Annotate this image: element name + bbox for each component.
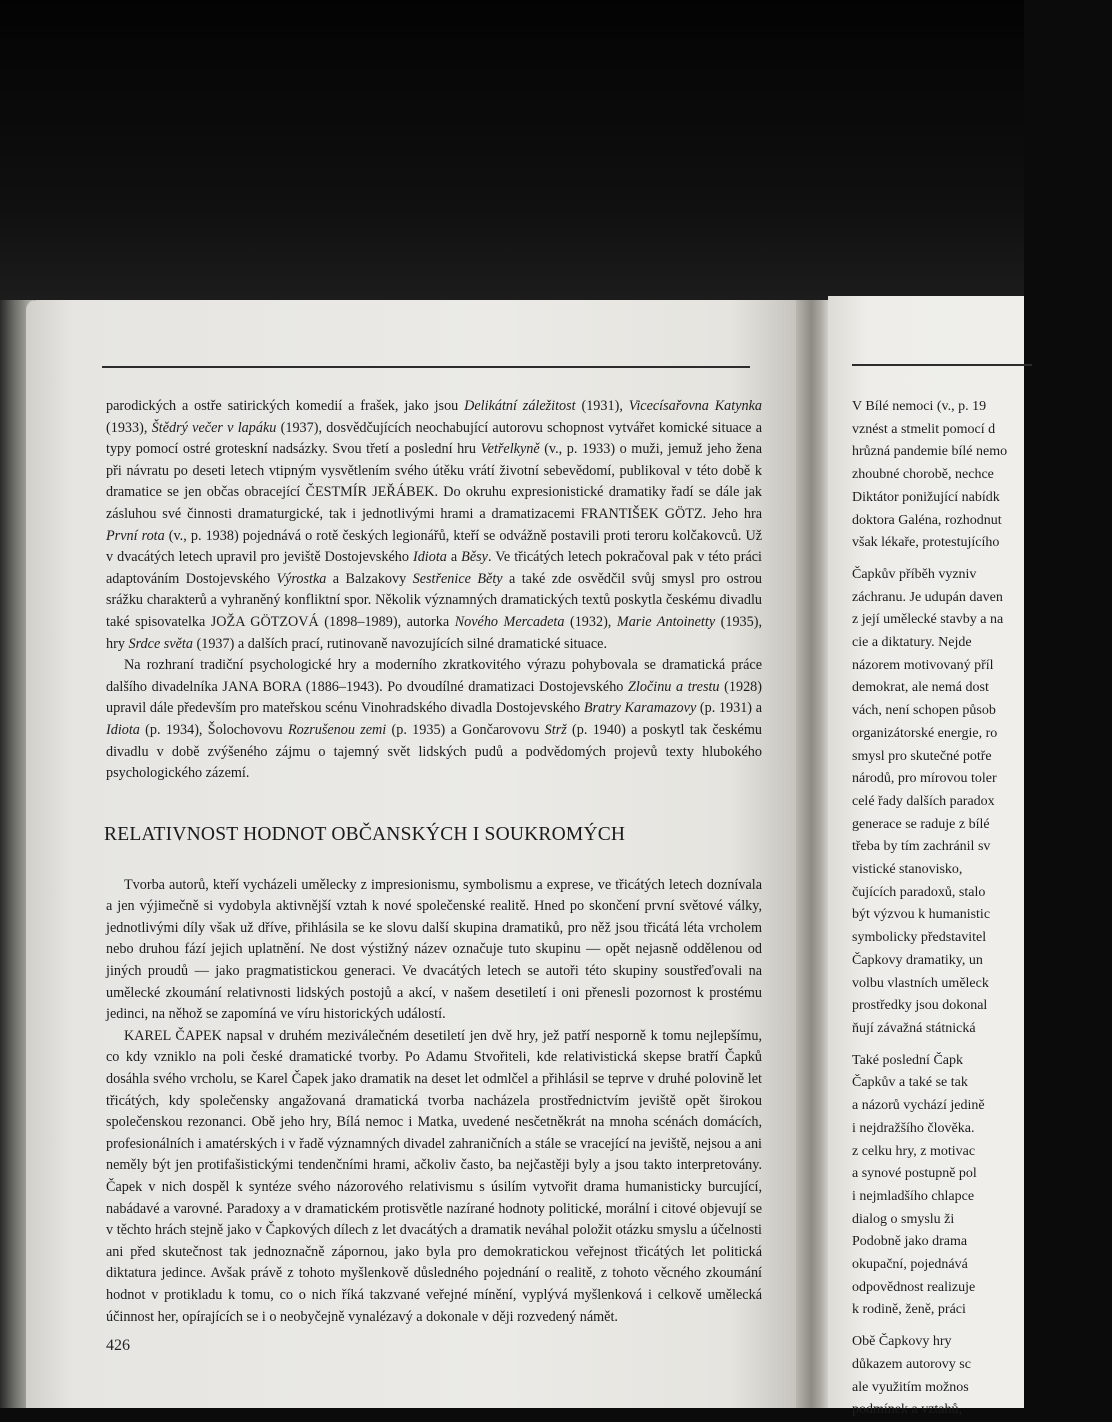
- italic-title: Štědrý večer v lapáku: [151, 419, 277, 436]
- text-line: celé řady dalších paradox: [852, 793, 995, 809]
- italic-title: Delikátní záležitost: [464, 398, 576, 414]
- text-run: KAREL ČAPEK napsal v druhém meziválečném desetiletí jen dvě hry, jež patří nesporně k tomu nejlepšímu, co kdy vzniklo na poli české dramatické tvorby. Po Adamu Stvořiteli, kde relativistická skepse bratří Čapků dosáhla svého vrcholu, se Karel Čapek jako dramatik na deset let odmlčel a přihlásil se teprve v druhé polovině let třicátých, kdy společensky angažovaná dramatická tvorba nacházela prostřednictvím jeviště opět širokou společenskou rezonanci. Obě jeho hry, Bílá nemoc i Matka, uvedené nesčetněkrát na mnoha scénách domácích, profesionálních i amatérských i v řadě významných divadel zahraničních a stále se vracející na jeviště, nejsou a ani neměly být jen protifašistickými tendenčními hrami, ačkoliv často, ba nejčastěji byly a jsou takto interpretovány. Čapek v nich dospěl k syntéze svého názorového relativismu s úsilím vytvořit drama humanisticky burcující, nabádavé a varovné. Paradoxy a v dramatickém protisvětle nazírané hodnoty politické, morální i citové objevují se v těchto hrách stejně jako v Čapkových dílech z let dvacátých a dramatik neváhal položit otázku smyslu a účelnosti ani před skutečnost tak jednoznačně zápornou, jako byla pro demokratickou veřejnost třicátých let politická diktatura jedince. Avšak právě z tohoto myšlenkově důsledného pojednání o realitě, z tohoto věcného zkoumání hodnot v protikladu k tomu, co o nich říká takzvané veřejné mínění, vyplývá myšlenková i celkově umělecká účinnost her, opírajících se i o neobyčejně vynalézavý a dokonale v ději rozvedený námět.: [106, 1027, 762, 1325]
- italic-title: Vicecísařovna Katynka: [628, 398, 762, 414]
- italic-title: Srdce světa: [128, 635, 193, 652]
- italic-title: Marie Antoinetty: [616, 613, 716, 630]
- text-run: . Ve třicátých letech pokračoval pak v této práci adaptováním Dostojevského: [106, 549, 762, 587]
- section-heading: RELATIVNOST HODNOT OBČANSKÝCH I SOUKROMÝCH: [104, 823, 626, 845]
- text-line: generace se raduje z bílé: [852, 816, 990, 832]
- paragraph: [106, 396, 762, 655]
- text-run: (v., p. 1938) pojednává o rotě českých legionářů, kteří se odvážně postavili proti teroru kolčakovců. Už v dvacátých letech upravil pro jeviště Dostojevského: [106, 527, 762, 566]
- text-line: Diktátor ponižující nabídk: [852, 489, 1000, 505]
- paragraph: [106, 655, 762, 785]
- text-line: vách, není schopen působ: [852, 703, 996, 719]
- header-rule: [102, 366, 750, 368]
- text-line: a názorů vychází jedině: [852, 1098, 985, 1114]
- text-line: záchranu. Je udupán daven: [852, 589, 1003, 605]
- text-run: (1933),: [106, 419, 152, 436]
- text-line: ňují závažná státnická: [852, 1020, 976, 1036]
- text-line: i nejdražšího člověka.: [852, 1120, 975, 1136]
- text-line: odpovědnost realizuje: [852, 1279, 976, 1295]
- text-line: volbu vlastních uměleck: [852, 975, 989, 991]
- text-line: Čapkův a také se tak: [852, 1075, 968, 1091]
- text-line: dialog o smyslu ži: [852, 1211, 955, 1227]
- text-run: a: [446, 549, 462, 566]
- text-run: (1935), hry: [106, 613, 763, 652]
- text-run: (1937), dosvědčujících neochabující autorovu schopnost vytvářet komické situace a typy pomocí ostré groteskní nadsázky. Svou třetí a poslední hru: [106, 419, 763, 458]
- text-run: (1932),: [564, 613, 617, 630]
- text-line: organizátorské energie, ro: [852, 725, 998, 741]
- italic-title: Nového Mercadeta: [454, 613, 565, 630]
- italic-title: Sestřenice Běty: [412, 570, 503, 587]
- text-run: (1937) a dalších prací, rutinovaně navozujících silné dramatické situace.: [192, 635, 607, 652]
- text-line: z její umělecké stavby a na: [852, 612, 1004, 628]
- italic-title: První rota: [106, 527, 165, 544]
- book-gutter: [796, 300, 830, 1408]
- header-rule-right: [852, 364, 1032, 366]
- italic-title: Zločinu a trestu: [628, 678, 720, 695]
- paragraph-gap: [852, 1041, 1112, 1050]
- text-line: Čapkovy dramatiky, un: [852, 952, 983, 968]
- text-line: vistické stanovisko,: [852, 862, 963, 878]
- text-line: národů, pro mírovou toler: [852, 771, 997, 787]
- page-number: 426: [106, 1337, 130, 1354]
- text-run: (p. 1931) a: [696, 700, 762, 717]
- text-line: ale využitím možnos: [852, 1379, 969, 1395]
- text-run: (1928) upravil dále především pro mateřskou scénu Vinohradského divadla Dostojevského: [106, 678, 762, 717]
- text-line: smysl pro skutečné potře: [852, 748, 992, 764]
- text-line: Také poslední Čapk: [852, 1052, 963, 1068]
- text-line: důkazem autorovy sc: [852, 1356, 971, 1372]
- text-line: Obě Čapkovy hry: [852, 1334, 952, 1350]
- text-line: symbolicky představitel: [852, 930, 987, 946]
- text-line: k rodině, ženě, práci: [852, 1302, 966, 1318]
- text-line: zhoubné chorobě, nechce: [852, 467, 994, 483]
- text-run: a Balzakovy: [326, 570, 413, 587]
- paragraph-gap: [852, 555, 1112, 564]
- text-run: (p. 1940) a poskytl tak českému divadlu v době zvýšeného zájmu o tajemný svět lidských pudů a podvědomých projevů texty hlubokého psychologického zázemí.: [106, 721, 762, 782]
- text-line: doktora Galéna, rozhodnut: [852, 512, 1002, 528]
- text-line: V Bílé nemoci (v., p. 19: [852, 399, 987, 414]
- text-line: však lékaře, protestujícího: [852, 535, 1000, 551]
- italic-title: Idiota: [412, 549, 447, 566]
- text-line: a synové postupně pol: [852, 1166, 977, 1182]
- paragraph: [106, 1026, 762, 1328]
- text-run: parodických a ostře satirických komedií a frašek, jako jsou: [106, 398, 465, 414]
- paragraph: [106, 875, 762, 1026]
- text-run: (p. 1935) a Gončarovovu: [386, 721, 545, 738]
- paragraph-gap: [852, 1322, 1112, 1331]
- text-line: hrůzná pandemie bílé nemo: [852, 444, 1008, 460]
- italic-title: Běsy: [461, 549, 488, 566]
- right-page: [828, 296, 1024, 1418]
- left-text-column: [106, 396, 762, 1328]
- text-line: prostředky jsou dokonal: [852, 998, 988, 1014]
- text-line: názorem motivovaný příl: [852, 657, 994, 673]
- text-line: vznést a stmelit pomocí d: [852, 421, 996, 437]
- text-line: Podobně jako drama: [852, 1234, 968, 1250]
- right-text-column: [852, 396, 1112, 1422]
- section-body-text: [106, 875, 762, 1328]
- text-line: Čapkův příběh vyzniv: [852, 566, 977, 582]
- italic-title: Idiota: [106, 721, 140, 738]
- book-top-shadow: [0, 0, 1024, 300]
- text-run: Tvorba autorů, kteří vycházeli umělecky z impresionismu, symbolismu a exprese, ve třicátých letech doznívala a jen výjimečně si vydobyla aktivnější vztah k nové společenské realitě. Hned po skončení první světové války, jednotlivými díly však už dříve, přihlásila se ke slovu další skupina dramatiků, pro něž jsou třicátá léta vrcholem nebo druhou fází jejich uplatnění. Ne dost výstižný název označuje tuto skupinu — opět nejasně oddělenou od jiných proudů — jako pragmatistickou generaci. Ve dvacátých letech se autoři této skupiny soustřeďovali na umělecké zkoumání relativnosti lidských postojů a akcí, v našem desetiletí i oni přenesli pozornost k prostému jedinci, na něhož se zapomíná ve víru historických událostí.: [106, 876, 762, 1023]
- text-line: být výzvou k humanistic: [852, 907, 991, 923]
- text-run: Na rozhraní tradiční psychologické hry a moderního zkratkovitého výrazu pohybovala se dramatická práce dalšího divadelníka JANA BORA (1886–1943). Po dvoudílné dramatizaci Dostojevského: [106, 657, 762, 695]
- text-line: z celku hry, z motivac: [852, 1143, 976, 1159]
- text-line: cie a diktatury. Nejde: [852, 635, 972, 651]
- italic-title: Výrostka: [276, 570, 327, 587]
- italic-title: Rozrušenou zemi: [287, 721, 387, 738]
- italic-title: Bratry Karamazovy: [583, 700, 697, 717]
- text-run: (v., p. 1933) o muži, jemuž jeho žena při návratu po deseti letech vtipným vysvětlením svého útěku vrátí životní sebevědomí, publikoval v této době k dramatice se jen občas obracející ČESTMÍR JEŘÁBEK. Do okruhu expresionistické dramatiky řadí se dále jak zásluhou své činnosti dramaturgické, tak i jednotlivými hrami a dramatizacemi FRANTIŠEK GÖTZ. Jeho hra: [106, 441, 762, 522]
- text-line: třeba by tím zachránil sv: [852, 839, 991, 855]
- text-run: (p. 1934), Šolochovovu: [139, 721, 288, 738]
- text-line: podmínek a vztahů,: [852, 1402, 963, 1418]
- text-line: demokrat, ale nemá dost: [852, 680, 989, 696]
- text-run: (1931),: [575, 398, 629, 414]
- italic-title: Strž: [544, 721, 567, 738]
- text-line: i nejmladšího chlapce: [852, 1188, 975, 1204]
- text-line: okupační, pojednává: [852, 1257, 968, 1273]
- body-text: [106, 396, 762, 785]
- italic-title: Vetřelkyně: [480, 441, 540, 458]
- text-line: čujících paradoxů, stalo: [852, 884, 986, 900]
- text-run: a také zde osvědčil svůj smysl pro ostrou srážku charakterů a vyhraněný konfliktní spor. Několik významných dramatických textů poskytla českému divadlu také spisovatelka JOŽA GÖTZOVÁ (1898–1989), autorka: [106, 570, 763, 630]
